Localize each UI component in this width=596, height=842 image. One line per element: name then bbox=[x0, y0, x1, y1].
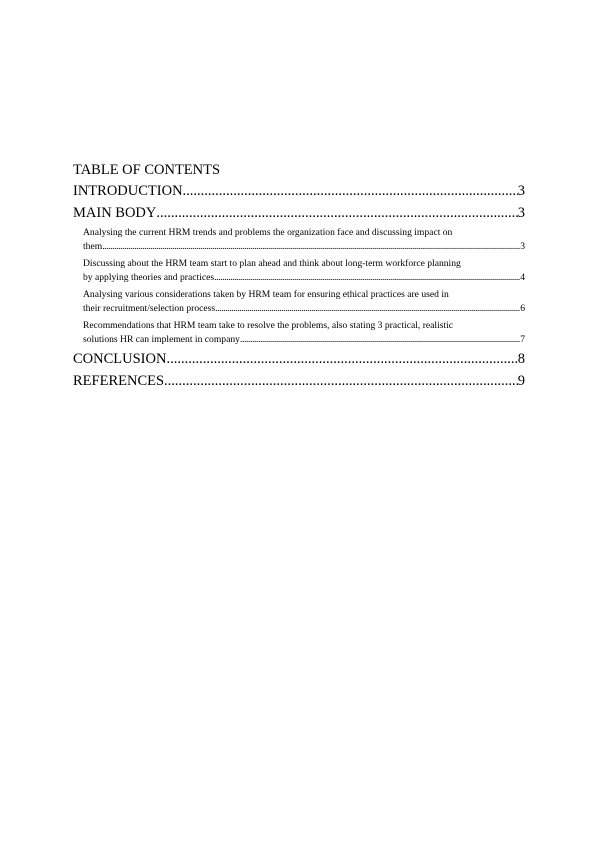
toc-subentry-label-line2: by applying theories and practices bbox=[83, 272, 215, 283]
toc-entry-conclusion[interactable] bbox=[73, 349, 525, 369]
toc-entry-references[interactable] bbox=[73, 371, 525, 391]
toc-heading: TABLE OF CONTENTS bbox=[73, 162, 221, 178]
toc-subentry-label-line2: them bbox=[83, 241, 103, 252]
toc-subentry-label-line1: Recommendations that HRM team take to resolve the problems, also stating 3 practical, realistic bbox=[83, 320, 454, 331]
toc-subentry-ethical-practices[interactable] bbox=[73, 288, 525, 316]
toc-page-number: 8 bbox=[517, 351, 525, 367]
table-of-contents bbox=[73, 160, 525, 391]
toc-page-number: 4 bbox=[520, 272, 525, 283]
toc-page-number: 6 bbox=[520, 303, 525, 314]
toc-subentry-label-line1: Analysing the current HRM trends and problems the organization face and discussing impact on bbox=[83, 227, 453, 238]
toc-page-number: 3 bbox=[517, 183, 525, 199]
toc-subentry-workforce-planning[interactable] bbox=[73, 257, 525, 285]
toc-page-number: 7 bbox=[520, 334, 525, 345]
toc-subentry-label-line1: Analysing various considerations taken by HRM team for ensuring ethical practices are used in bbox=[83, 289, 449, 300]
toc-subentry-hrm-trends[interactable] bbox=[73, 226, 525, 254]
toc-page-number: 3 bbox=[517, 205, 525, 221]
dot-leader bbox=[214, 271, 520, 285]
dot-leader bbox=[166, 349, 517, 369]
toc-subentry-label-line2: solutions HR can implement in company bbox=[83, 334, 240, 345]
dot-leader bbox=[215, 302, 520, 316]
toc-subentry-label-line2: their recruitment/selection process bbox=[83, 303, 216, 314]
dot-leader bbox=[164, 371, 518, 391]
dot-leader bbox=[183, 181, 518, 201]
toc-subentry-label-line1: Discussing about the HRM team start to plan ahead and think about long-term workforce planning bbox=[83, 258, 461, 269]
toc-subentry-recommendations[interactable] bbox=[73, 319, 525, 347]
toc-entry-label: CONCLUSION bbox=[73, 351, 167, 367]
toc-page-number: 9 bbox=[517, 373, 525, 389]
toc-entry-main-body[interactable] bbox=[73, 203, 525, 223]
dot-leader bbox=[102, 240, 520, 254]
toc-page-number: 3 bbox=[520, 241, 525, 252]
toc-entry-label: MAIN BODY bbox=[73, 205, 157, 221]
dot-leader bbox=[240, 333, 520, 347]
toc-entry-label: REFERENCES bbox=[73, 373, 165, 389]
dot-leader bbox=[156, 203, 517, 223]
toc-entry-label: INTRODUCTION bbox=[73, 183, 183, 199]
toc-entry-introduction[interactable] bbox=[73, 181, 525, 201]
